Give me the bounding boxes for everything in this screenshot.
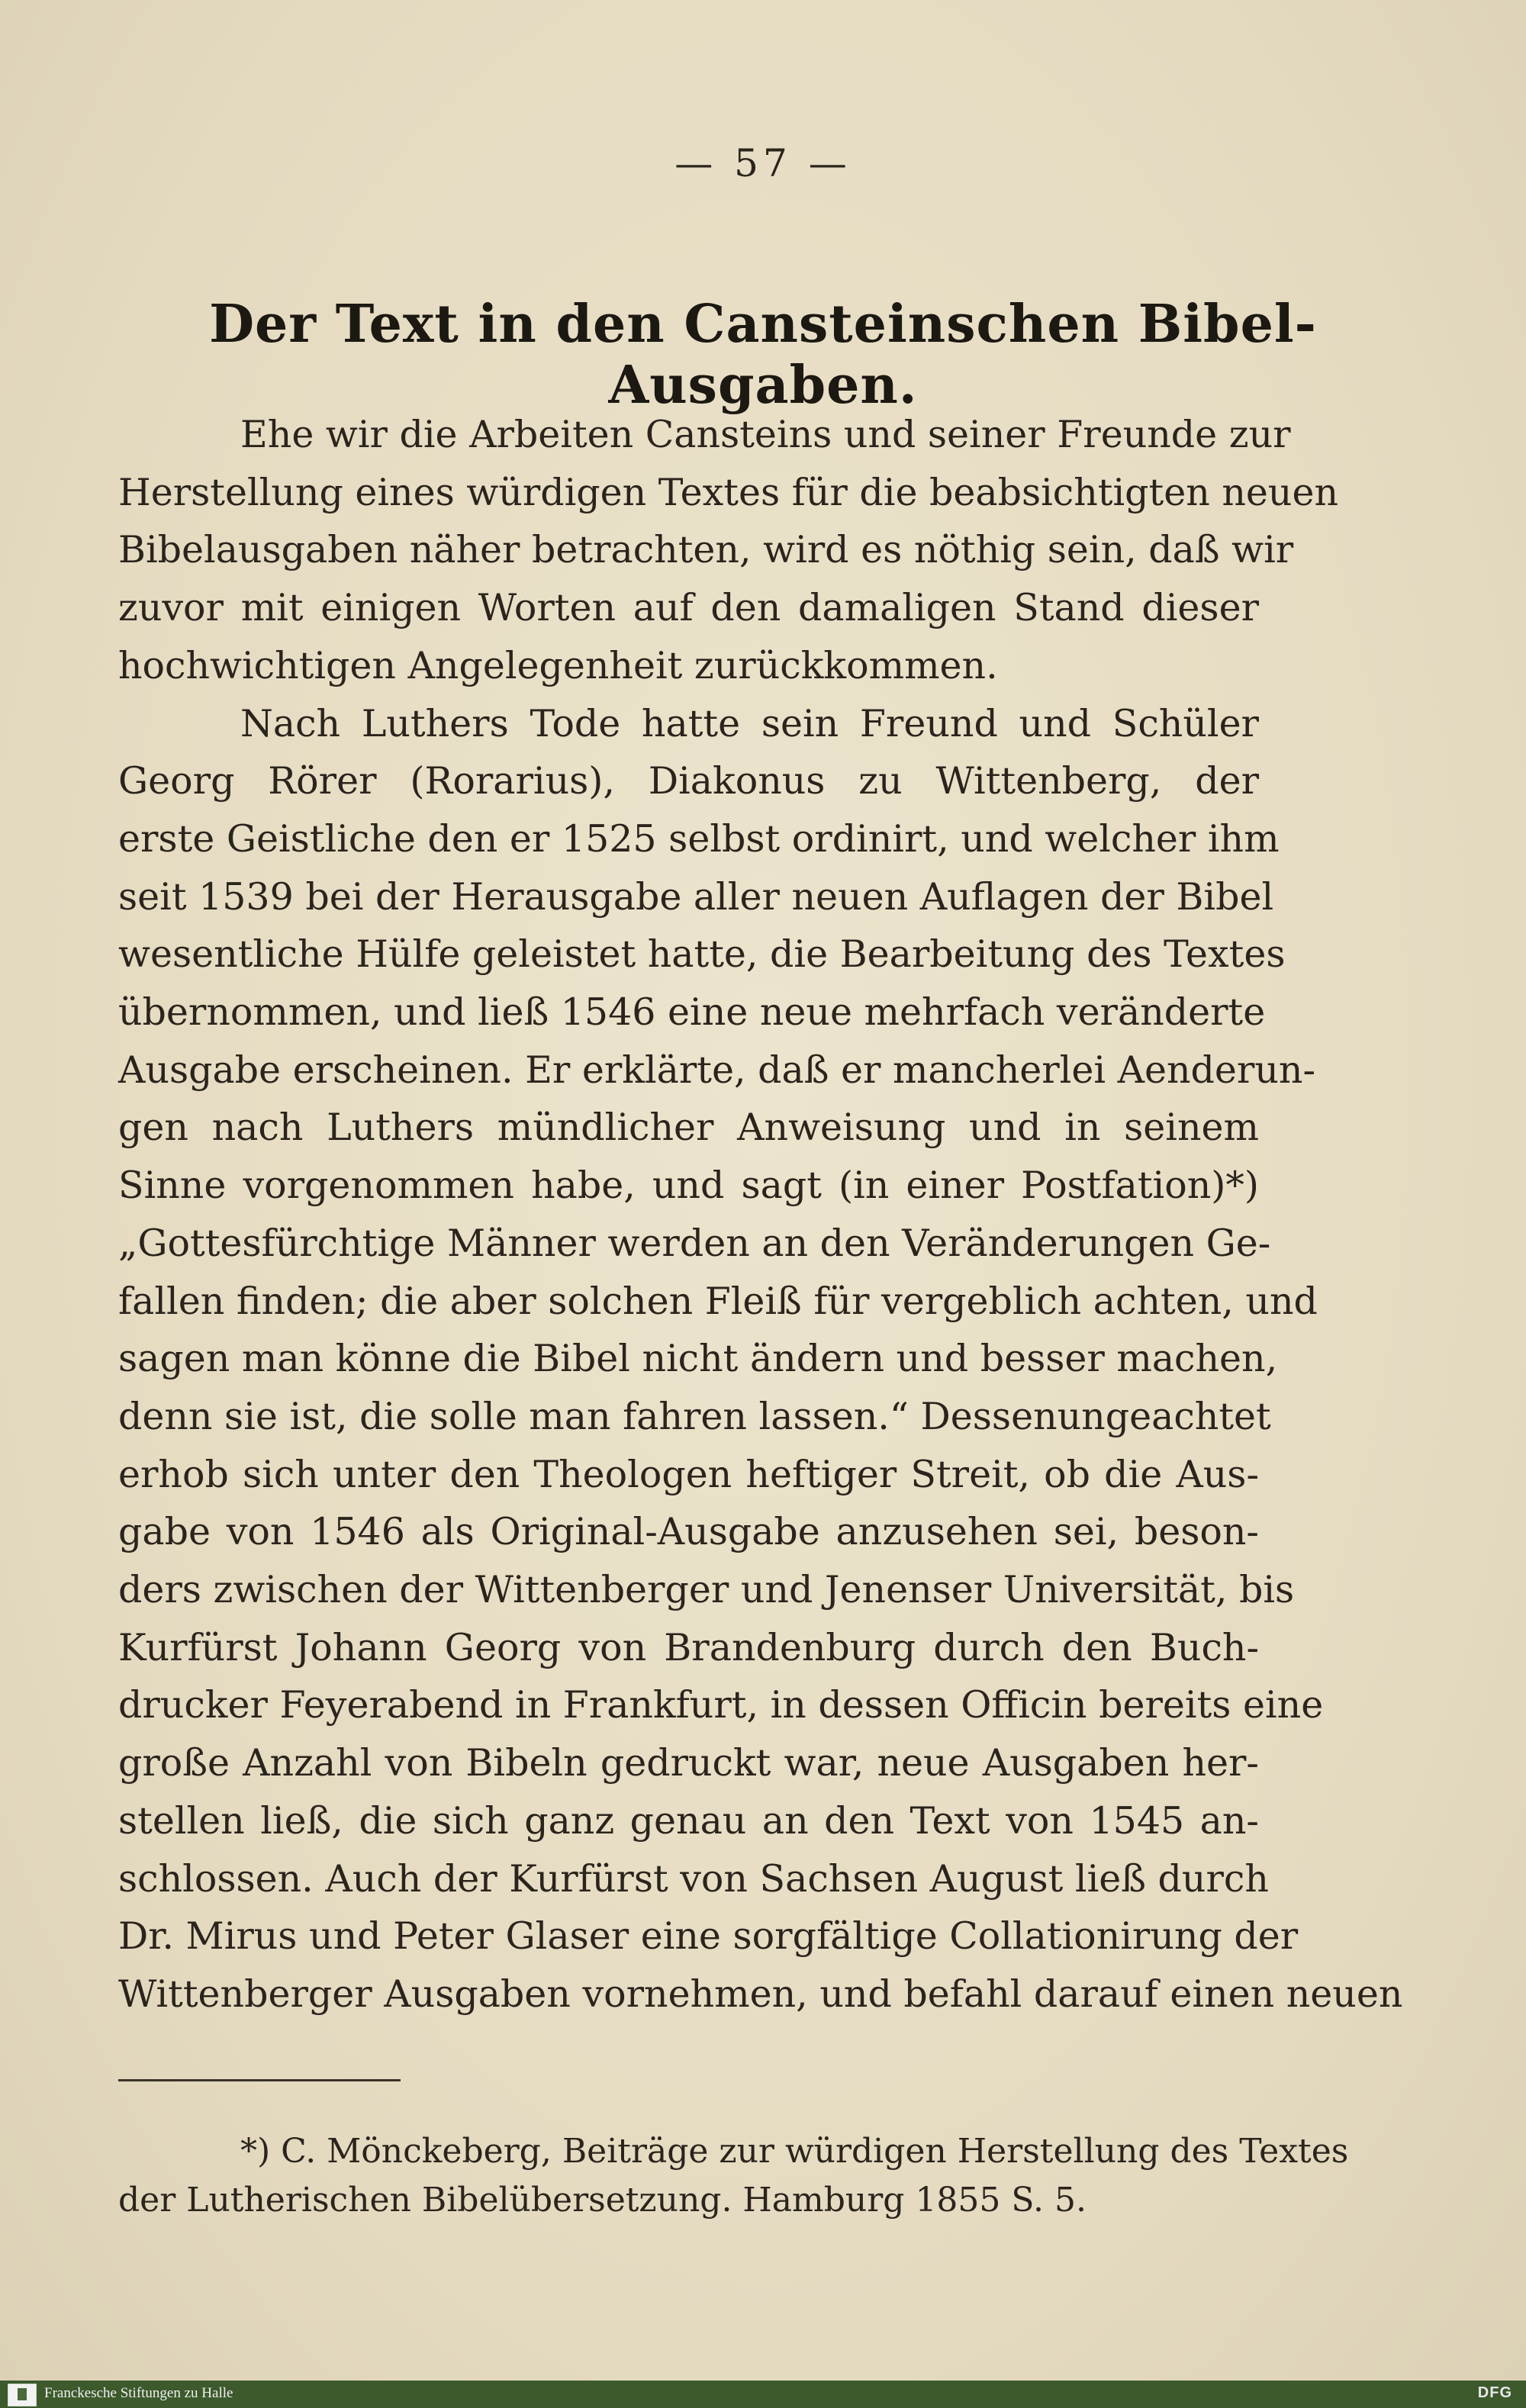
text-line: wesentliche Hülfe geleistet hatte, die Bearbeitung des Textes — [118, 932, 1286, 977]
text-line: Herstellung eines würdigen Textes für die beabsichtigten neuen — [118, 470, 1339, 514]
text-line: Ehe wir die Arbeiten Cansteins und seiner Freunde zur — [240, 413, 1291, 456]
text-line: Sinne vorgenommen habe, und sagt (in einer Postfation)*) — [118, 1164, 1259, 1208]
text-line: sagen man könne die Bibel nicht ändern und besser machen, — [118, 1337, 1278, 1381]
text-line: Nach Luthers Tode hatte sein Freund und Schüler — [240, 701, 1259, 745]
text-line: hochwichtigen Angelegenheit zurückkommen. — [118, 643, 998, 687]
chapter-title: Der Text in den Cansteinschen Bibel-Ausgaben. — [209, 294, 1317, 416]
page-number: — 57 — — [674, 141, 852, 185]
text-line: zuvor mit einigen Worten auf den damaligen Stand dieser — [118, 586, 1259, 630]
footnote-line: der Lutherischen Bibelübersetzung. Hamburg 1855 S. 5. — [118, 2181, 1087, 2220]
viewer-footer — [0, 2381, 1526, 2408]
text-line: Kurfürst Johann Georg von Brandenburg durch den Buch- — [118, 1625, 1259, 1669]
text-line: gabe von 1546 als Original-Ausgabe anzusehen sei, beson- — [118, 1510, 1259, 1554]
text-line: erste Geistliche den er 1525 selbst ordinirt, und welcher ihm — [118, 816, 1280, 861]
text-line: Dr. Mirus und Peter Glaser eine sorgfältige Collationirung der — [118, 1914, 1299, 1959]
text-line: erhob sich unter den Theologen heftiger Streit, ob die Aus- — [118, 1452, 1259, 1496]
text-line: große Anzahl von Bibeln gedruckt war, neue Ausgaben her- — [118, 1741, 1259, 1785]
text-line: Georg Rörer (Rorarius), Diakonus zu Wittenberg, der — [118, 759, 1259, 803]
text-line: „Gottesfürchtige Männer werden an den Veränderungen Ge- — [118, 1221, 1271, 1265]
text-line: Ausgabe erscheinen. Er erklärte, daß er mancherlei Aenderun- — [118, 1048, 1316, 1092]
text-line: Wittenberger Ausgaben vornehmen, und befahl darauf einen neuen — [118, 1972, 1403, 2016]
dfg-logo[interactable]: DFG — [1477, 2384, 1512, 2401]
text-line: drucker Feyerabend in Frankfurt, in dessen Officin bereits eine — [118, 1683, 1324, 1727]
institution-name[interactable]: Franckesche Stiftungen zu Halle — [44, 2385, 233, 2401]
text-line: ders zwischen der Wittenberger und Jenenser Universität, bis — [118, 1568, 1295, 1612]
footnote-divider — [118, 2079, 401, 2081]
footnote-line: *) C. Mönckeberg, Beiträge zur würdigen Herstellung des Textes — [240, 2132, 1349, 2171]
body-text — [118, 406, 1403, 2023]
footnote — [118, 2127, 1349, 2225]
text-line: seit 1539 bei der Herausgabe aller neuen Auflagen der Bibel — [118, 874, 1274, 919]
text-line: fallen finden; die aber solchen Fleiß für vergeblich achten, und — [118, 1279, 1318, 1323]
text-line: schlossen. Auch der Kurfürst von Sachsen August ließ durch — [118, 1856, 1269, 1901]
institution-logo-icon[interactable] — [8, 2384, 37, 2406]
text-line: Bibelausgaben näher betrachten, wird es nöthig sein, daß wir — [118, 528, 1294, 572]
text-line: stellen ließ, die sich ganz genau an den Text von 1545 an- — [118, 1798, 1259, 1843]
text-line: übernommen, und ließ 1546 eine neue mehrfach veränderte — [118, 990, 1266, 1035]
text-line: gen nach Luthers mündlicher Anweisung und in seinem — [118, 1106, 1259, 1150]
text-line: denn sie ist, die solle man fahren lassen.“ Dessenungeachtet — [118, 1394, 1271, 1438]
